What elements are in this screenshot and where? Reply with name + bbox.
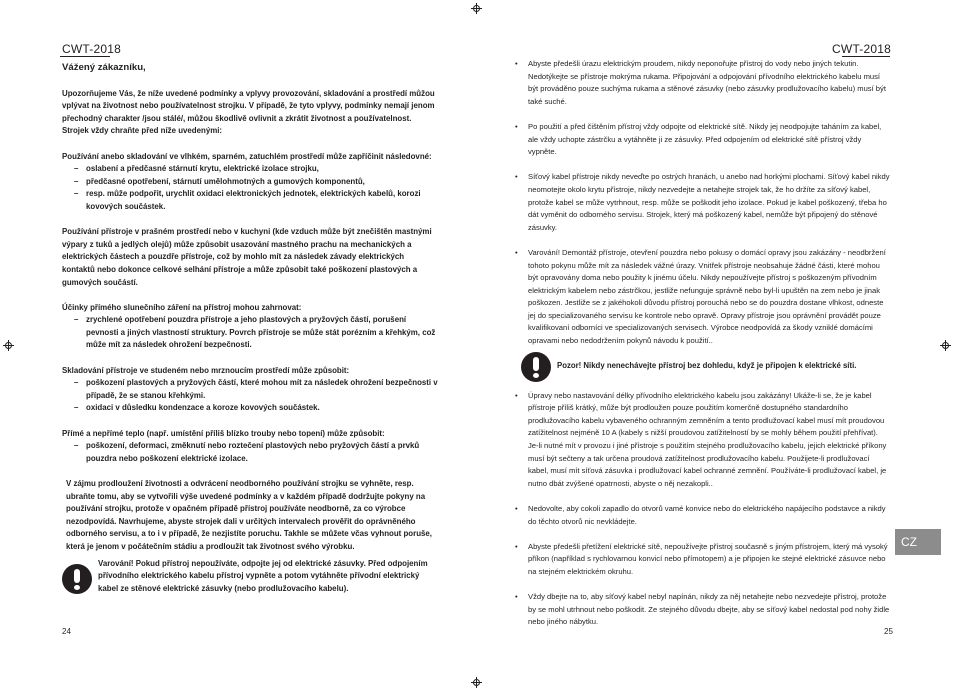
warning-text: Pozor! Nikdy nenechávejte přístroj bez dohledu, když je připojen k elektrické síti. [557, 361, 857, 371]
warning-icon [521, 352, 551, 382]
warning-box [521, 352, 890, 382]
right-column [515, 58, 890, 642]
list-item: • Vždy dbejte na to, aby síťový kabel nebyl napínán, nikdy za něj netahejte nebo nezvedejte přístroj, protože by se mohl utrhnout nebo poškodit. Ze stejného důvodu dbejte, aby se síťový kabel nedostal pod nohy židle nebo jiného nábytku. [515, 592, 890, 627]
list-item: – předčasné opotřebení, stárnutí umělohmotných a gumových komponentů, [74, 176, 365, 186]
greeting: Vážený zákazníku, [62, 62, 146, 73]
list-item: • Síťový kabel přístroje nikdy neveďte po ostrých hranách, u anebo nad horkými plochami. Síťový kabel nikdy neomotejte okolo krytu přístroje, nikdy nezvedejte a netahejte strojek tak, že ho držíte za síťový kabel, protože kabel se může vytrhnout, resp. může se poškodit jeho izolace. Pokud je kabel poškozený, třeba ho dát vyměnit do odborného servisu. Strojek, který má poškozený kabel, nemůže být připojený do stěnové zásuvky. [515, 172, 890, 232]
list-item: – poškození plastových a pryžových částí, které mohou mít za následek ohrožení bezpečnosti v případě, že se stanou křehkými. [74, 378, 438, 400]
page-number: 24 [62, 627, 71, 636]
right-page [477, 0, 954, 691]
list-item: – zrychlené opotřebení pouzdra přístroje a jeho plastových a pryžových částí, porušení pevnosti a jiných vlastností struktury. Povrch přístroje se může stát porézním a křehkým, což může mít za následek ohrožení bezpečnosti. [74, 315, 436, 350]
list-item: • Po použití a před čištěním přístroj vždy odpojte od elektrické sítě. Nikdy jej neodpojujte taháním za kabel, ale vždy uchopte zástrčku a vytáhněte ji ze zásuvky. Před odpojením od elektrické sítě přístroj vždy vypněte. [515, 121, 882, 157]
list-item: – oxidaci v důsledku kondenzace a koroze kovových součástek. [74, 403, 320, 413]
section-paragraph: Používání přístroje v prašném prostředí nebo v kuchyni (kde vzduch může být znečištěn mastnými výpary z tuků a jedlých olejů) může způsobit usazování mastného prachu na mechanických a elektrických částech a pouzdře přístroje, což by mohlo mít za následek závady elektrických kontaktů nebo dokonce celkové selhání přístroje a může způsobit také poškození plastových a gumových součástí. [62, 227, 432, 287]
warning-box [62, 558, 438, 596]
header-rule [60, 56, 110, 57]
closing-paragraph: V zájmu prodloužení životnosti a odvrácení neodborného používání strojku se vyhněte, resp. ubraňte tomu, aby se vytvořili výše uvedené podmínky a v každém případě dodržujte pokyny na používání strojku, protože v opačném případě přístroj používáte neodborně, za co výrobce nezodpovídá. Navrhujeme, abyste strojek dali v určitých intervalech prověřit do oprávněného odborného servisu, a to i v případě, že nezjistíte poruchu. Takhle se můžete včas vyhnout poruše, která je jenom v počátečním stádiu a prodloužit tak životnost svého výrobku. [66, 479, 432, 551]
list-item: • Abyste předešli přetížení elektrické sítě, nepoužívejte přístroj současně s jiným přístrojem, který má vysoký příkon (například s rychlovarnou konvicí nebo přímotopem) a je připojen ke stejné elektrické zásuvce nebo na stejném elektrickém okruhu. [515, 541, 888, 576]
header-rule [842, 56, 890, 57]
list-item: • Varování! Demontáž přístroje, otevření pouzdra nebo pokusy o domácí opravy jsou zakázány - neodbržení tohoto pokynu může mít za následek vážné úrazy. Vnitřek přístroje neobsahuje žádné části, které mohou být opravovány doma nebo použity k jinému účelu. Nikdy nepoužívejte přístroj s poškozeným přívodním elektrickým kabelem nebo zástrčkou, jestliže nefunguje správně nebo byl-li upuštěn na zem nebo je jinak poškozen. Jestliže se z jakéhokoli důvodu přístroj porouchá nebo se do pouzdra dostane vlhkost, odneste jej do specializovaného servisu ke kontrole nebo opravě. Opravy přístroje jsou oprávnění provádět pouze kvalifikovaní odborníci ve specializovaných servisech. Výrobce neodpovídá za škody vzniklé domácími opravami nebo nedodržením pokynů návodu k použití.. [515, 247, 886, 346]
page-number: 25 [884, 627, 893, 636]
section-heading: Přímé a nepřímé teplo (např. umístění příliš blízko trouby nebo topení) může způsobit: [62, 428, 385, 438]
section-heading: Účinky přímého slunečního záření na přístroj mohou zahrnovat: [62, 302, 302, 312]
list-item: • Abyste předešli úrazu elektrickým proudem, nikdy neponořujte přístroj do vody nebo jiných tekutin. Nedotýkejte se přístroje mokrýma rukama. Připojování a odpojování přívodního elektrického kabelu musí být prováděno pouze suchýma rukama a stěnové zásuvky (nebo zásuvky prodlužovacího kabelu) musí být také suché. [515, 59, 886, 106]
list-item: – poškození, deformaci, změknutí nebo roztečení plastových nebo pryžových částí a prvků pouzdra nebo poškození elektrické izolace. [74, 441, 420, 463]
left-column [62, 62, 438, 595]
intro-paragraph: Upozorňujeme Vás, že níže uvedené podmínky a vplyvy provozování, skladování a prostředí můžou vplývat na životnost nebo používatelnost strojku. V případě, že tyto vplyvy, podmínky nemají jenom přechodný charakter /jsou stálé/, můžou škodlivě ovlivnit a zkrátit životnost a používatelnost. Strojek vždy chraňte před níže uvedenými: [62, 88, 435, 136]
list-item: – oslabení a předčasné stárnutí krytu, elektrické izolace strojku, [74, 164, 319, 174]
section-heading: Skladování přístroje ve studeném nebo mrznoucím prostředí může způsobit: [62, 365, 350, 375]
list-item: • Úpravy nebo nastavování délky přívodního elektrického kabelu jsou zakázány! Ukáže-li se, že je kabel přístroje příliš krátký, může být prodloužen pouze použitím komerčně dostupného standardního prodlužovacího kabelu vybaveného ochranným zemněním a tento prodlužovací kabel musí mít proudovou zatížitelnost nejméně 10 A (kabely s nižší proudovou zatížitelností by se mohly během použití přehřívat). Je-li nutné mít v provozu i jiné přístroje s použitím stejného prodlužovacího kabelu, jejich elektrické příkony musí být sečteny a tak určena proudová zatížitelnost prodlužovacího kabelu. Použijete-li prodlužovací kabel, musí mít síťová zásuvka i prodlužovací kabel ochranné zemnění. Používáte-li prodlužovací kabel, je nutno dbát zvýšené opatrnosti, abyste o něj nezakopli.. [515, 390, 887, 488]
language-tab: CZ [895, 529, 941, 555]
section-heading: Používání anebo skladování ve vlhkém, sparném, zatuchlém prostředí může zapříčinit následovné: [62, 151, 432, 161]
list-item: • Nedovolte, aby cokoli zapadlo do otvorů vamé konvice nebo do elektrického napájecího podstavce a nikdy do těchto otvorů nic nevkládejte. [515, 504, 886, 526]
warning-icon [62, 564, 92, 594]
model-label: CWT-2018 [832, 42, 891, 56]
warning-text: Varování! Pokud přístroj nepoužíváte, odpojte jej od elektrické zásuvky. Před odpojením přívodního elektrického kabelu přístroj vypněte a potom vytáhněte přívodní elektrický kabel ze stěnové elektrické zásuvky (nebo prodlužovacího kabelu). [98, 558, 428, 593]
model-label: CWT-2018 [62, 42, 121, 56]
list-item: – resp. může podpořit, urychlit oxidaci elektronických jednotek, elektrických kabelů, korozi kovových součástek. [74, 189, 421, 211]
